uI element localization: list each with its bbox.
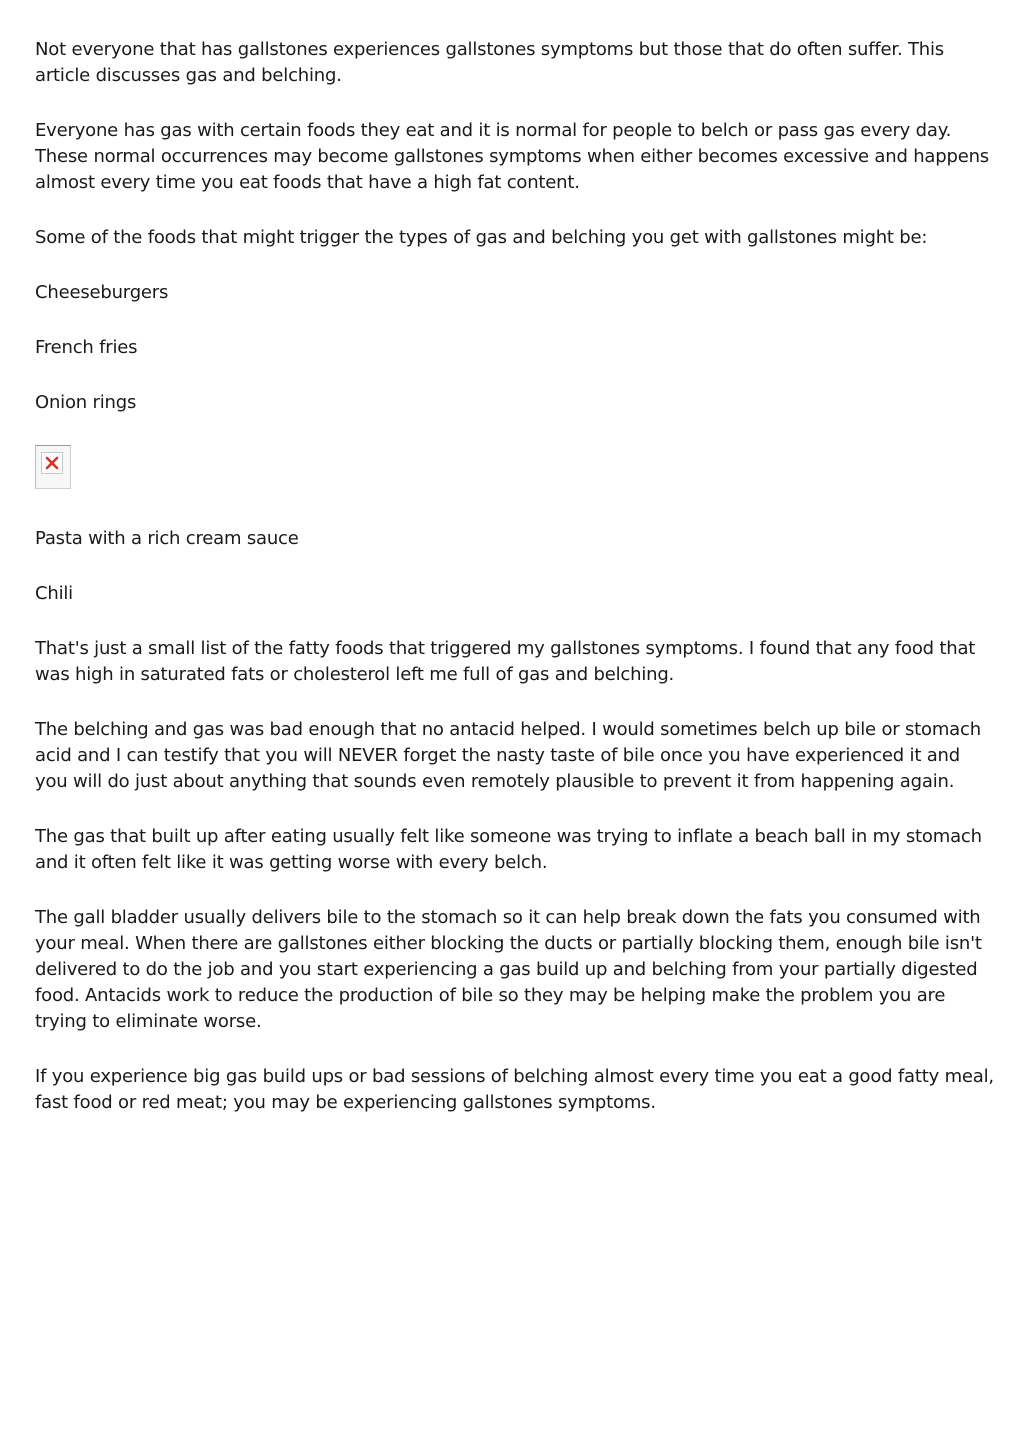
fatty-foods-paragraph: That's just a small list of the fatty foods that triggered my gallstones symptoms. I found that any food that was high in saturated fats or cholesterol left me full of gas and belching.	[35, 638, 976, 685]
beach-ball-paragraph: The gas that built up after eating usually felt like someone was trying to inflate a beach ball in my stomach and it often felt like it was getting worse with every belch.	[35, 826, 982, 873]
gall-bladder-paragraph: The gall bladder usually delivers bile to the stomach so it can help break down the fats you consumed with your meal. When there are gallstones either blocking the ducts or partially blocking them, enough bile isn't delivered to do the job and you start experiencing a gas build up and belching from your partially digested food. Antacids work to reduce the production of bile so they may be helping make the problem you are trying to eliminate worse.	[35, 907, 982, 1032]
food-item-cheeseburgers: Cheeseburgers	[35, 282, 169, 303]
food-item-french-fries: French fries	[35, 337, 138, 358]
antacid-paragraph: The belching and gas was bad enough that no antacid helped. I would sometimes belch up bile or stomach acid and I can testify that you will NEVER forget the nasty taste of bile once you have experienced it and you will do just about anything that sounds even remotely plausible to prevent it from happening again.	[35, 719, 981, 792]
conclusion-paragraph: If you experience big gas build ups or bad sessions of belching almost every time you eat a good fatty meal, fast food or red meat; you may be experiencing gallstones symptoms.	[35, 1066, 994, 1113]
x-mark-icon	[45, 456, 59, 470]
food-item-pasta: Pasta with a rich cream sauce	[35, 528, 299, 549]
gas-normal-paragraph: Everyone has gas with certain foods they eat and it is normal for people to belch or pass gas every day. These normal occurrences may become gallstones symptoms when either becomes excessive and happens almost every time you eat foods that have a high fat content.	[35, 120, 989, 193]
broken-image-icon	[41, 452, 63, 474]
article-body	[35, 37, 995, 1145]
broken-image-placeholder	[35, 445, 71, 489]
food-item-chili: Chili	[35, 583, 73, 604]
trigger-foods-intro: Some of the foods that might trigger the types of gas and belching you get with gallstones might be:	[35, 227, 928, 248]
intro-paragraph: Not everyone that has gallstones experiences gallstones symptoms but those that do often suffer. This article discusses gas and belching.	[35, 39, 944, 86]
food-item-onion-rings: Onion rings	[35, 392, 137, 413]
